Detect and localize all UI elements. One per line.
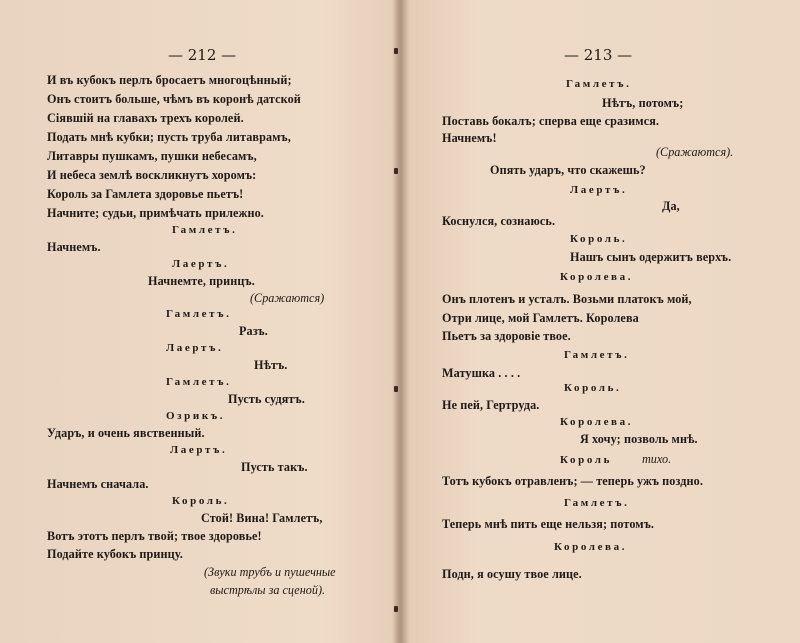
speaker-name: Гамлетъ. [172, 224, 238, 236]
verse-line: Начните; судьи, примѣчать прилежно. [47, 206, 264, 220]
stage-direction: (Сражаются) [250, 291, 325, 305]
speaker-name: Гамлетъ. [566, 78, 632, 90]
speaker-name: Лаертъ. [570, 184, 628, 196]
speaker-name: Король [560, 454, 612, 466]
verse-line: Да, [662, 199, 680, 213]
verse-line: Нѣтъ. [254, 358, 288, 372]
speaker-name: Озрикъ. [166, 410, 226, 422]
verse-line: И небеса землѣ воскликнутъ хоромъ: [47, 168, 257, 182]
verse-line: Подн, я осушу твое лице. [442, 567, 582, 581]
verse-line: Начнемъ. [47, 240, 101, 254]
verse-line: Король за Гамлета здоровье пьетъ! [47, 187, 244, 201]
speaker-name: Королева. [554, 541, 628, 553]
stage-direction: (Звуки трубъ и пушечные [204, 565, 336, 579]
verse-line: Литавры пушкамъ, пушки небесамъ, [47, 149, 257, 163]
speaker-name: Король. [564, 382, 622, 394]
verse-line: Начнемъ сначала. [47, 477, 149, 491]
verse-line: Матушка . . . . [442, 366, 521, 380]
verse-line: Онъ плотенъ и усталъ. Возьми платокъ мой, [442, 292, 692, 306]
speaker-name: Гамлетъ. [166, 308, 232, 320]
left-page [0, 0, 396, 643]
speaker-name: Лаертъ. [170, 444, 228, 456]
verse-line: Опять ударъ, что скажешь? [490, 163, 646, 177]
verse-line: Теперь мнѣ пить еще нельзя; потомъ. [442, 517, 655, 531]
verse-line: Пусть такъ. [241, 460, 308, 474]
speaker-name: Лаертъ. [166, 342, 224, 354]
stage-direction: (Сражаются). [656, 145, 734, 159]
stage-direction: тихо. [642, 452, 672, 466]
speaker-name: Лаертъ. [172, 258, 230, 270]
verse-line: Пьетъ за здоровіе твое. [442, 329, 571, 343]
verse-line: Онъ стоитъ больше, чѣмъ въ коронѣ датской [47, 92, 301, 106]
stage-direction: выстрѣлы за сценой). [210, 583, 326, 597]
verse-line: Нашъ сынъ одержитъ верхъ. [570, 250, 732, 264]
verse-line: Я хочу; позволь мнѣ. [580, 432, 698, 446]
right-page [404, 0, 800, 643]
speaker-name: Гамлетъ. [166, 376, 232, 388]
verse-line: Нѣтъ, потомъ; [602, 96, 684, 110]
verse-line: Отри лице, мой Гамлетъ. Королева [442, 311, 639, 325]
speaker-name: Королева. [560, 271, 634, 283]
page-number: — 213 — [564, 46, 633, 64]
verse-line: Коснулся, сознаюсь. [442, 214, 556, 228]
verse-line: И въ кубокъ перлъ бросаетъ многоцѣнный; [47, 73, 292, 87]
verse-line: Не пей, Гертруда. [442, 398, 540, 412]
page-number: — 212 — [168, 46, 237, 64]
verse-line: Вотъ этотъ перлъ твой; твое здоровье! [47, 529, 262, 543]
verse-line: Начнемте, принцъ. [148, 274, 255, 288]
speaker-name: Король. [172, 495, 230, 507]
speaker-name: Королева. [560, 416, 634, 428]
verse-line: Начнемъ! [442, 131, 497, 145]
verse-line: Ударъ, и очень явственный. [47, 426, 205, 440]
verse-line: Поставь бокалъ; сперва еще сразимся. [442, 114, 660, 128]
verse-line: Сіявшій на главахъ трехъ королей. [47, 111, 244, 125]
verse-line: Разъ. [239, 324, 268, 338]
verse-line: Пусть судятъ. [228, 392, 305, 406]
verse-line: Подать мнѣ кубки; пусть труба литаврамъ, [47, 130, 291, 144]
verse-line: Тотъ кубокъ отравленъ; — теперь ужъ поздно. [442, 474, 703, 488]
verse-line: Стой! Вина! Гамлетъ, [201, 511, 323, 525]
speaker-name: Король. [570, 233, 628, 245]
speaker-name: Гамлетъ. [564, 349, 630, 361]
verse-line: Подайте кубокъ принцу. [47, 547, 183, 561]
speaker-name: Гамлетъ. [564, 497, 630, 509]
